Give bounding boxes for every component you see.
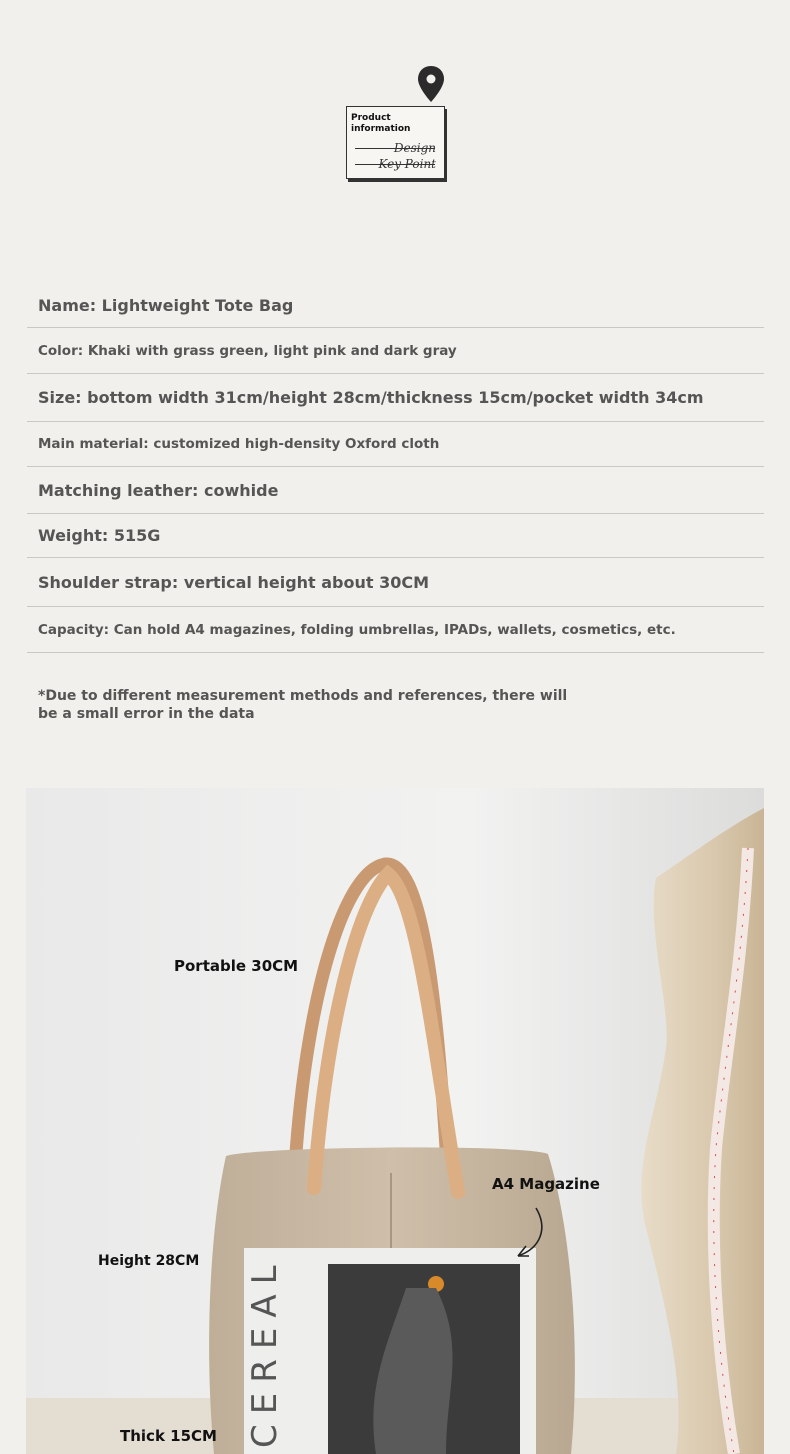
- location-pin-icon: [417, 66, 445, 102]
- spec-material: Main material: customized high-density Oxford cloth: [27, 422, 764, 467]
- spec-leather: Matching leather: cowhide: [27, 467, 764, 514]
- product-info-badge: [346, 106, 445, 179]
- badge-design: Design: [393, 141, 436, 155]
- spec-name: Name: Lightweight Tote Bag: [27, 284, 764, 328]
- product-photo: [26, 788, 764, 1454]
- spec-weight: Weight: 515G: [27, 514, 764, 558]
- spec-capacity: Capacity: Can hold A4 magazines, folding umbrellas, IPADs, wallets, cosmetics, etc.: [27, 607, 764, 653]
- bag-illustration: [26, 788, 764, 1454]
- badge-key-point: Key Point: [378, 157, 436, 171]
- magazine-title: CEREAL: [245, 1255, 285, 1448]
- label-height: Height 28CM: [98, 1253, 200, 1269]
- label-portable: Portable 30CM: [174, 957, 299, 975]
- spec-size: Size: bottom width 31cm/height 28cm/thickness 15cm/pocket width 34cm: [27, 374, 764, 422]
- badge-title: Product information: [351, 113, 411, 134]
- label-thick: Thick 15CM: [120, 1427, 217, 1445]
- label-a4-magazine: A4 Magazine: [492, 1175, 600, 1193]
- spec-color: Color: Khaki with grass green, light pink and dark gray: [27, 328, 764, 374]
- spec-strap: Shoulder strap: vertical height about 30CM: [27, 558, 764, 607]
- measurement-note: *Due to different measurement methods and references, there will be a small error in the data: [38, 688, 568, 722]
